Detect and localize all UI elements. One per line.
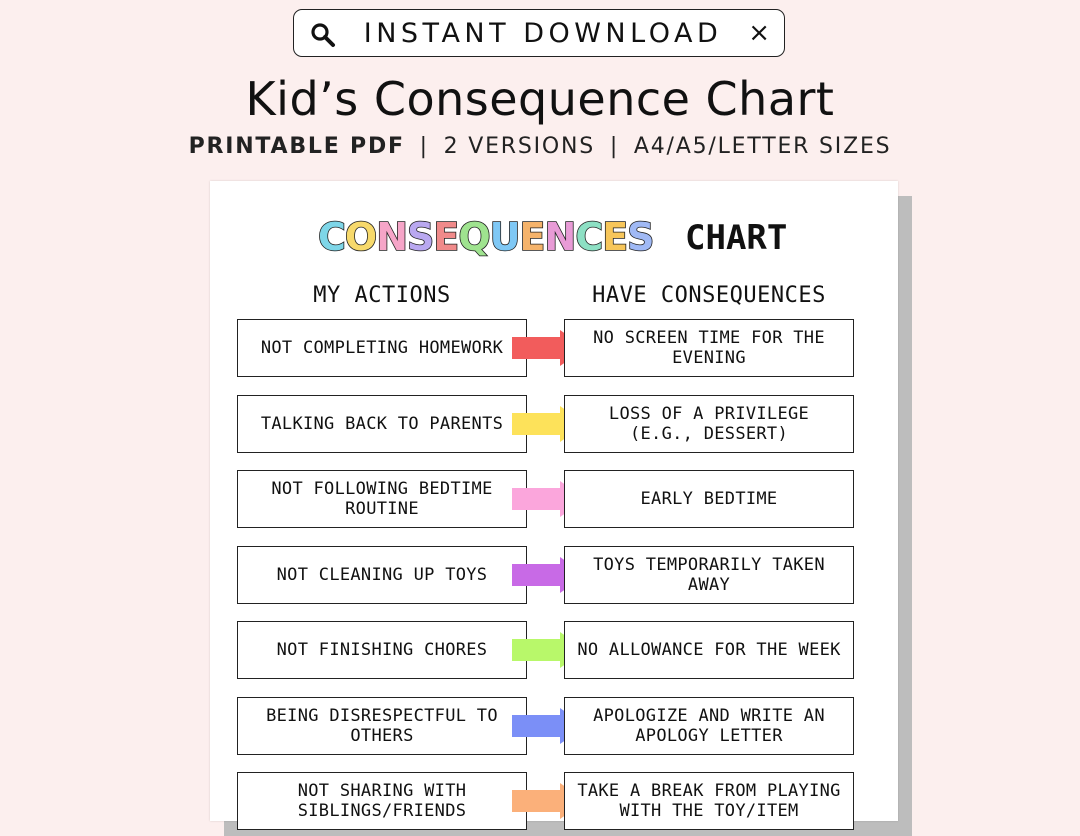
consequence-box: TOYS TEMPORARILY TAKEN AWAY [564, 546, 854, 604]
consequence-box: APOLOGIZE AND WRITE AN APOLOGY LETTER [564, 697, 854, 755]
action-box: NOT SHARING WITH SIBLINGS/FRIENDS [237, 772, 527, 830]
subtitle-sizes: A4/A5/LETTER SIZES [633, 134, 892, 159]
column-header-consequences: HAVE CONSEQUENCES [592, 283, 826, 308]
subtitle-separator: | [609, 134, 620, 159]
consequence-box: NO ALLOWANCE FOR THE WEEK [564, 621, 854, 679]
sheet-title-plain: CHART [685, 218, 788, 258]
action-box: NOT CLEANING UP TOYS [237, 546, 527, 604]
consequence-box: TAKE A BREAK FROM PLAYING WITH THE TOY/ITEM [564, 772, 854, 830]
consequence-box: EARLY BEDTIME [564, 470, 854, 528]
close-icon[interactable]: × [748, 18, 770, 48]
action-box: BEING DISRESPECTFUL TO OTHERS [237, 697, 527, 755]
consequence-box: NO SCREEN TIME FOR THE EVENING [564, 319, 854, 377]
subtitle-versions: 2 VERSIONS [443, 134, 596, 159]
search-text[interactable]: INSTANT DOWNLOAD [363, 17, 723, 49]
chart-sheet [210, 181, 898, 821]
page-title: Kid’s Consequence Chart [245, 72, 835, 126]
sheet-title-colored: CONSEQUENCES [318, 215, 654, 259]
search-bar[interactable] [293, 9, 785, 57]
action-box: NOT FINISHING CHORES [237, 621, 527, 679]
column-header-actions: MY ACTIONS [313, 283, 451, 308]
sheet-title [210, 204, 898, 264]
consequence-box: LOSS OF A PRIVILEGE (E.G., DESSERT) [564, 395, 854, 453]
page-subtitle [0, 134, 1080, 159]
subtitle-separator: | [419, 134, 429, 159]
subtitle-format: PRINTABLE PDF [188, 134, 405, 159]
action-box: TALKING BACK TO PARENTS [237, 395, 527, 453]
action-box: NOT COMPLETING HOMEWORK [237, 319, 527, 377]
action-box: NOT FOLLOWING BEDTIME ROUTINE [237, 470, 527, 528]
